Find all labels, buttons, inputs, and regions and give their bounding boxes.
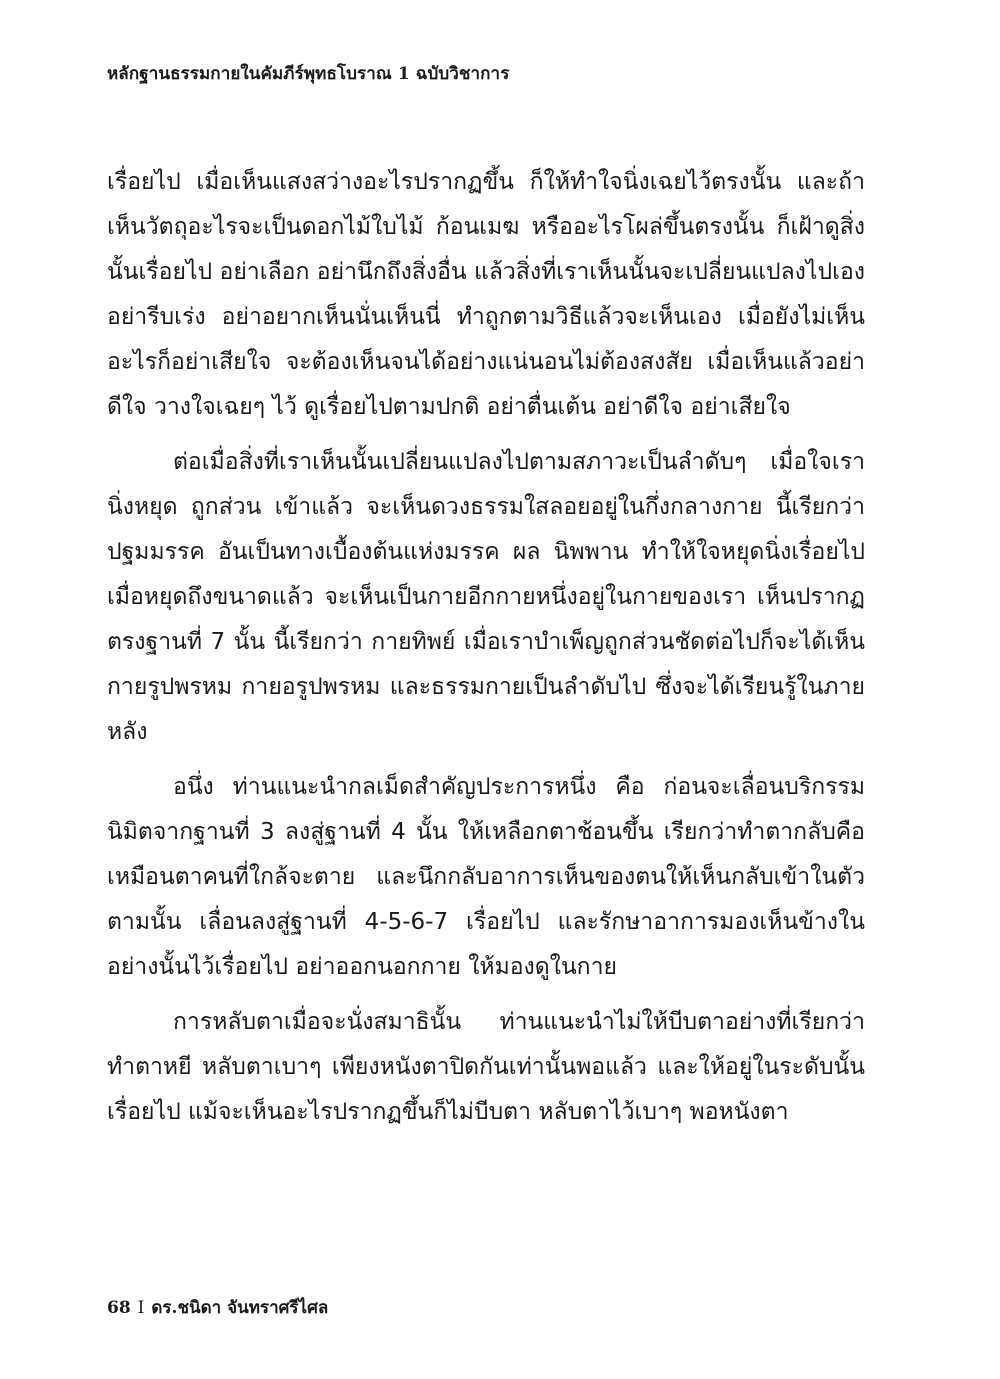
paragraph: ต่อเมื่อสิ่งที่เราเห็นนั้นเปลี่ยนแปลงไปตามสภาวะเป็นลำดับๆ เมื่อใจเรานิ่งหยุด ถูกส่วน เข้าแล้ว จะเห็นดวงธรรมใสลอยอยู่ในกึ่งกลางกาย นี้เรียกว่าปฐมมรรค อันเป็นทางเบื้องต้นแห่งมรรค ผล นิพพาน ทำให้ใจหยุดนิ่งเรื่อยไป เมื่อหยุดถึงขนาดแล้ว จะเห็นเป็นกายอีกกายหนึ่งอยู่ในกายของเรา เห็นปรากฏตรงฐานที่ 7 นั้น นี้เรียกว่า กายทิพย์ เมื่อเราบำเพ็ญถูกส่วนชัดต่อไปก็จะได้เห็นกายรูปพรหม กายอรูปพรหม และธรรมกายเป็นลำดับไป ซึ่งจะได้เรียนรู้ในภายหลัง: [107, 449, 865, 745]
running-header-title: หลักฐานธรรมกายในคัมภีร์พุทธโบราณ 1 ฉบับวิชาการ: [107, 64, 510, 84]
paragraph-continuation: เรื่อยไป เมื่อเห็นแสงสว่างอะไรปรากฏขึ้น ก็ให้ทำใจนิ่งเฉยไว้ตรงนั้น และถ้าเห็นวัตถุอะไรจะเป็นดอกไม้ใบไม้ ก้อนเมฆ หรืออะไรโผล่ขึ้นตรงนั้น ก็เฝ้าดูสิ่งนั้นเรื่อยไป อย่าเลือก อย่านึกถึงสิ่งอื่น แล้วสิ่งที่เราเห็นนั้นจะเปลี่ยนแปลงไปเอง อย่ารีบเร่ง อย่าอยากเห็นนั่นเห็นนี่ ทำถูกตามวิธีแล้วจะเห็นเอง เมื่อยังไม่เห็นอะไรก็อย่าเสียใจ จะต้องเห็นจนได้อย่างแน่นอนไม่ต้องสงสัย เมื่อเห็นแล้วอย่าดีใจ วางใจเฉยๆ ไว้ ดูเรื่อยไปตามปกติ อย่าตื่นเต้น อย่าดีใจ อย่าเสียใจ: [107, 169, 865, 420]
paragraph: อนึ่ง ท่านแนะนำกลเม็ดสำคัญประการหนึ่ง คือ ก่อนจะเลื่อนบริกรรมนิมิตจากฐานที่ 3 ลงสู่ฐานที่ 4 นั้น ให้เหลือกตาช้อนขึ้น เรียกว่าทำตากลับคือเหมือนตาคนที่ใกล้จะตาย และนึกกลับอาการเห็นของตนให้เห็นกลับเข้าในตัวตามนั้น เลื่อนลงสู่ฐานที่ 4-5-6-7 เรื่อยไป และรักษาอาการมองเห็นข้างในอย่างนั้นไว้เรื่อยไป อย่าออกนอกกาย ให้มองดูในกาย: [107, 774, 865, 980]
page-number: 68: [107, 1298, 131, 1318]
footer-separator: I: [137, 1298, 145, 1318]
page-footer: [107, 1294, 328, 1321]
body-text: [107, 160, 865, 1145]
paragraph: การหลับตาเมื่อจะนั่งสมาธินั้น ท่านแนะนำไม่ให้บีบตาอย่างที่เรียกว่าทำตาหยี หลับตาเบาๆ เพียงหนังตาปิดกันเท่านั้นพอแล้ว และให้อยู่ในระดับนั้นเรื่อยไป แม้จะเห็นอะไรปรากฏขึ้นก็ไม่บีบตา หลับตาไว้เบาๆ พอหนังตา: [107, 1009, 865, 1125]
author-name: ดร.ชนิดา จันทราศรีไศล: [151, 1298, 329, 1318]
